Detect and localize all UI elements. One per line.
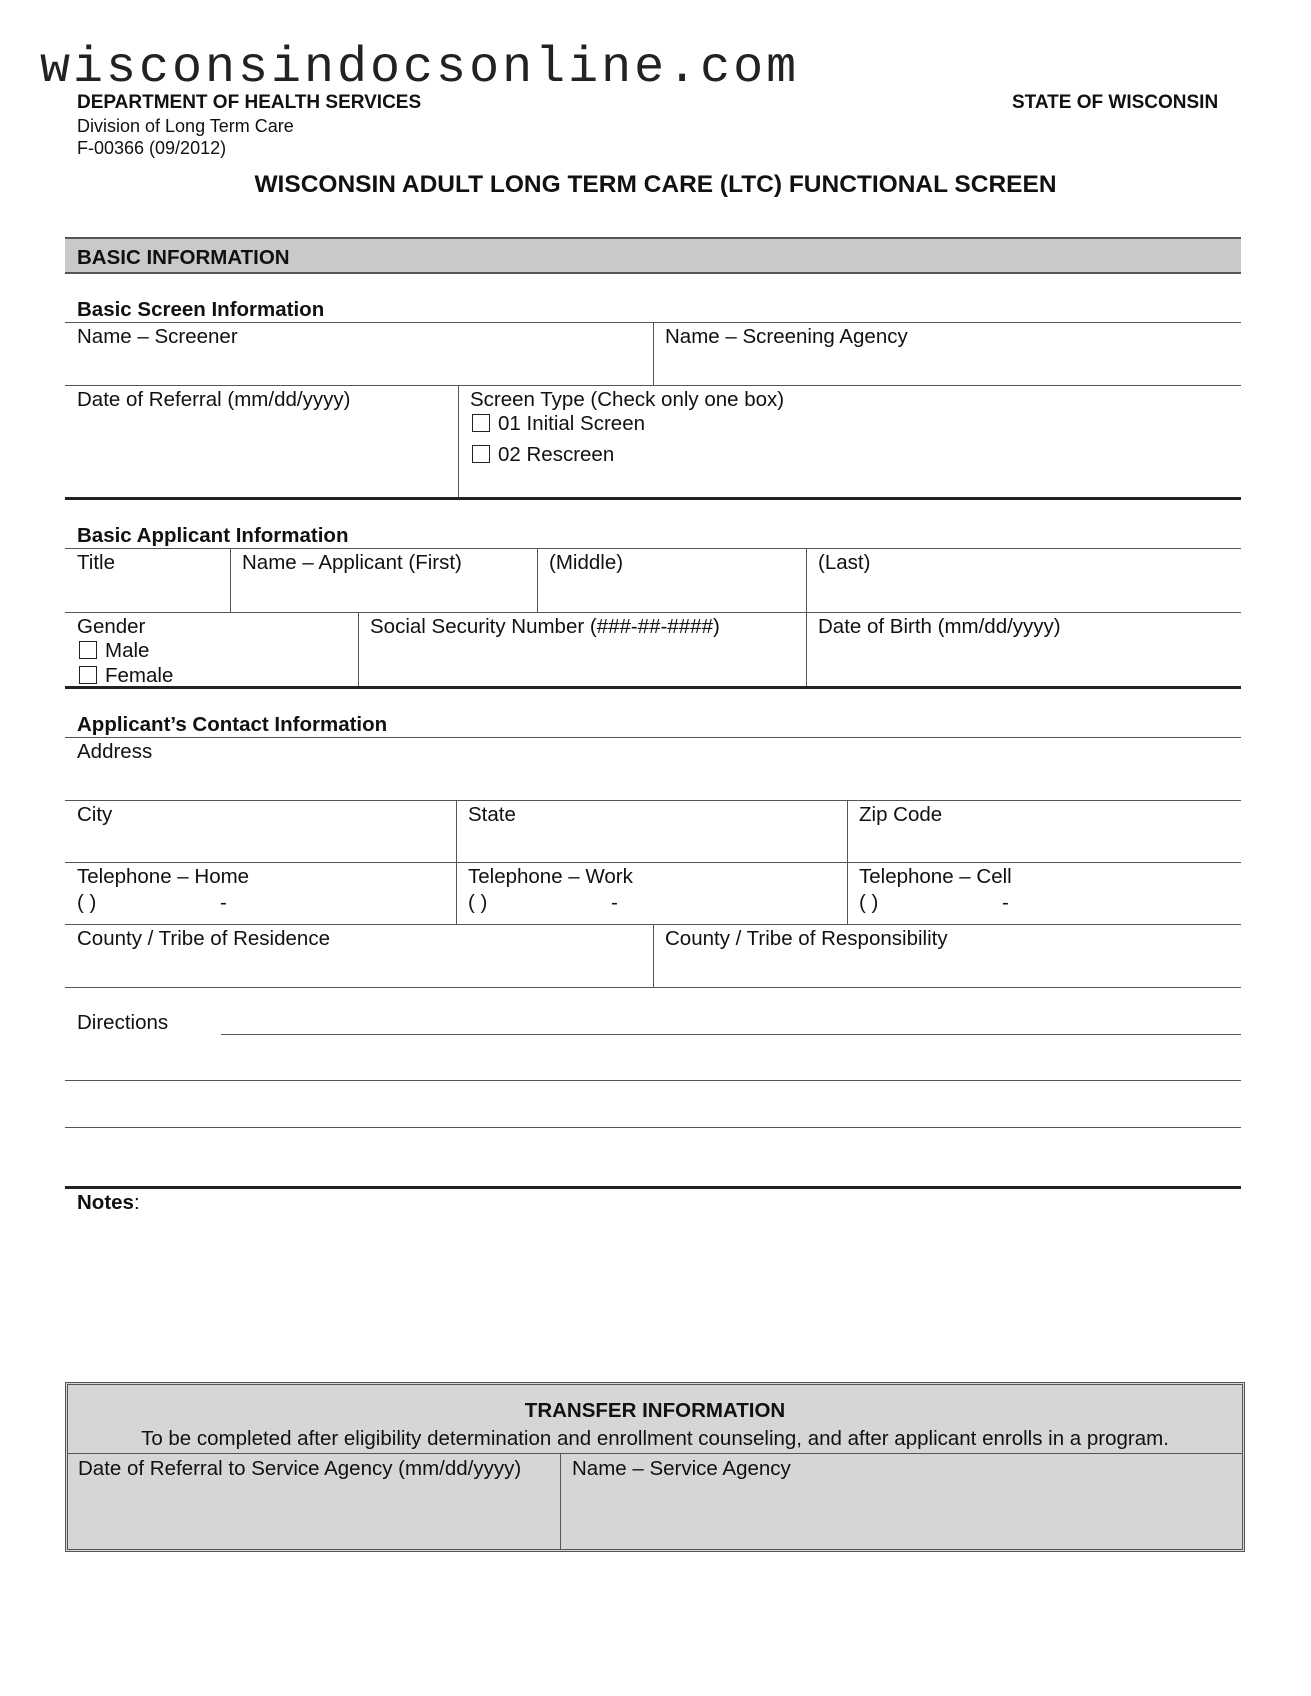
notes-label: Notes <box>77 1191 134 1214</box>
date-of-referral-field[interactable]: Date of Referral (mm/dd/yyyy) <box>77 388 351 411</box>
address-field[interactable]: Address <box>77 740 153 763</box>
male-option[interactable] <box>79 639 149 663</box>
home-phone-dash: - <box>220 891 227 914</box>
transfer-information-box <box>65 1382 1245 1552</box>
last-name-field[interactable]: (Last) <box>818 551 871 574</box>
notes-colon: : <box>133 1191 140 1214</box>
name-screening-agency-field[interactable]: Name – Screening Agency <box>665 325 908 348</box>
rescreen-checkbox[interactable] <box>472 445 490 463</box>
department-name: DEPARTMENT OF HEALTH SERVICES <box>77 92 422 113</box>
rescreen-label: 02 Rescreen <box>498 443 615 466</box>
initial-screen-option[interactable] <box>472 412 645 436</box>
section-basic-information <box>65 237 1241 274</box>
telephone-work-field[interactable]: Telephone – Work <box>468 865 633 888</box>
city-field[interactable]: City <box>77 803 113 826</box>
applicant-info-heading: Basic Applicant Information <box>77 524 349 547</box>
cell-phone-dash: - <box>1002 891 1009 914</box>
screen-info-heading: Basic Screen Information <box>77 298 325 321</box>
first-name-field[interactable]: Name – Applicant (First) <box>242 551 462 574</box>
section-title: BASIC INFORMATION <box>77 246 290 269</box>
cell-phone-paren: ( ) <box>859 891 879 914</box>
telephone-home-field[interactable]: Telephone – Home <box>77 865 250 888</box>
county-residence-field[interactable]: County / Tribe of Residence <box>77 927 330 950</box>
ssn-field[interactable]: Social Security Number (###-##-####) <box>370 615 720 638</box>
date-referral-service-agency-field[interactable]: Date of Referral to Service Agency (mm/dd/yyyy) <box>78 1457 522 1480</box>
state-field[interactable]: State <box>468 803 516 826</box>
title-field[interactable]: Title <box>77 551 115 574</box>
male-checkbox[interactable] <box>79 641 97 659</box>
page-title: WISCONSIN ADULT LONG TERM CARE (LTC) FUNCTIONAL SCREEN <box>254 171 1057 198</box>
notes-field[interactable] <box>77 1191 140 1215</box>
transfer-instructions: To be completed after eligibility determination and enrollment counseling, and after applicant enrolls in a program. <box>141 1427 1169 1450</box>
name-screener-field[interactable]: Name – Screener <box>77 325 238 348</box>
directions-label: Directions <box>77 1011 169 1034</box>
state-name: STATE OF WISCONSIN <box>1012 92 1219 113</box>
watermark: wisconsindocsonline.com <box>40 40 800 97</box>
gender-label: Gender <box>77 615 146 638</box>
directions-line-1[interactable] <box>221 1034 1241 1035</box>
county-responsibility-field[interactable]: County / Tribe of Responsibility <box>665 927 948 950</box>
division-name: Division of Long Term Care <box>77 116 294 136</box>
contact-info-heading: Applicant’s Contact Information <box>77 713 388 736</box>
screen-type-label: Screen Type (Check only one box) <box>470 388 785 411</box>
female-checkbox[interactable] <box>79 666 97 684</box>
female-label: Female <box>105 664 174 687</box>
directions-line-3[interactable] <box>65 1127 1241 1128</box>
initial-screen-checkbox[interactable] <box>472 414 490 432</box>
form-number: F-00366 (09/2012) <box>77 138 227 158</box>
work-phone-paren: ( ) <box>468 891 488 914</box>
directions-line-2[interactable] <box>65 1080 1241 1081</box>
telephone-cell-field[interactable]: Telephone – Cell <box>859 865 1012 888</box>
male-label: Male <box>105 639 150 662</box>
middle-name-field[interactable]: (Middle) <box>549 551 624 574</box>
female-option[interactable] <box>79 664 173 688</box>
rescreen-option[interactable] <box>472 443 614 467</box>
date-of-birth-field[interactable]: Date of Birth (mm/dd/yyyy) <box>818 615 1061 638</box>
initial-screen-label: 01 Initial Screen <box>498 412 646 435</box>
home-phone-paren: ( ) <box>77 891 97 914</box>
work-phone-dash: - <box>611 891 618 914</box>
name-service-agency-field[interactable]: Name – Service Agency <box>572 1457 791 1480</box>
zip-code-field[interactable]: Zip Code <box>859 803 943 826</box>
transfer-title: TRANSFER INFORMATION <box>524 1399 786 1422</box>
